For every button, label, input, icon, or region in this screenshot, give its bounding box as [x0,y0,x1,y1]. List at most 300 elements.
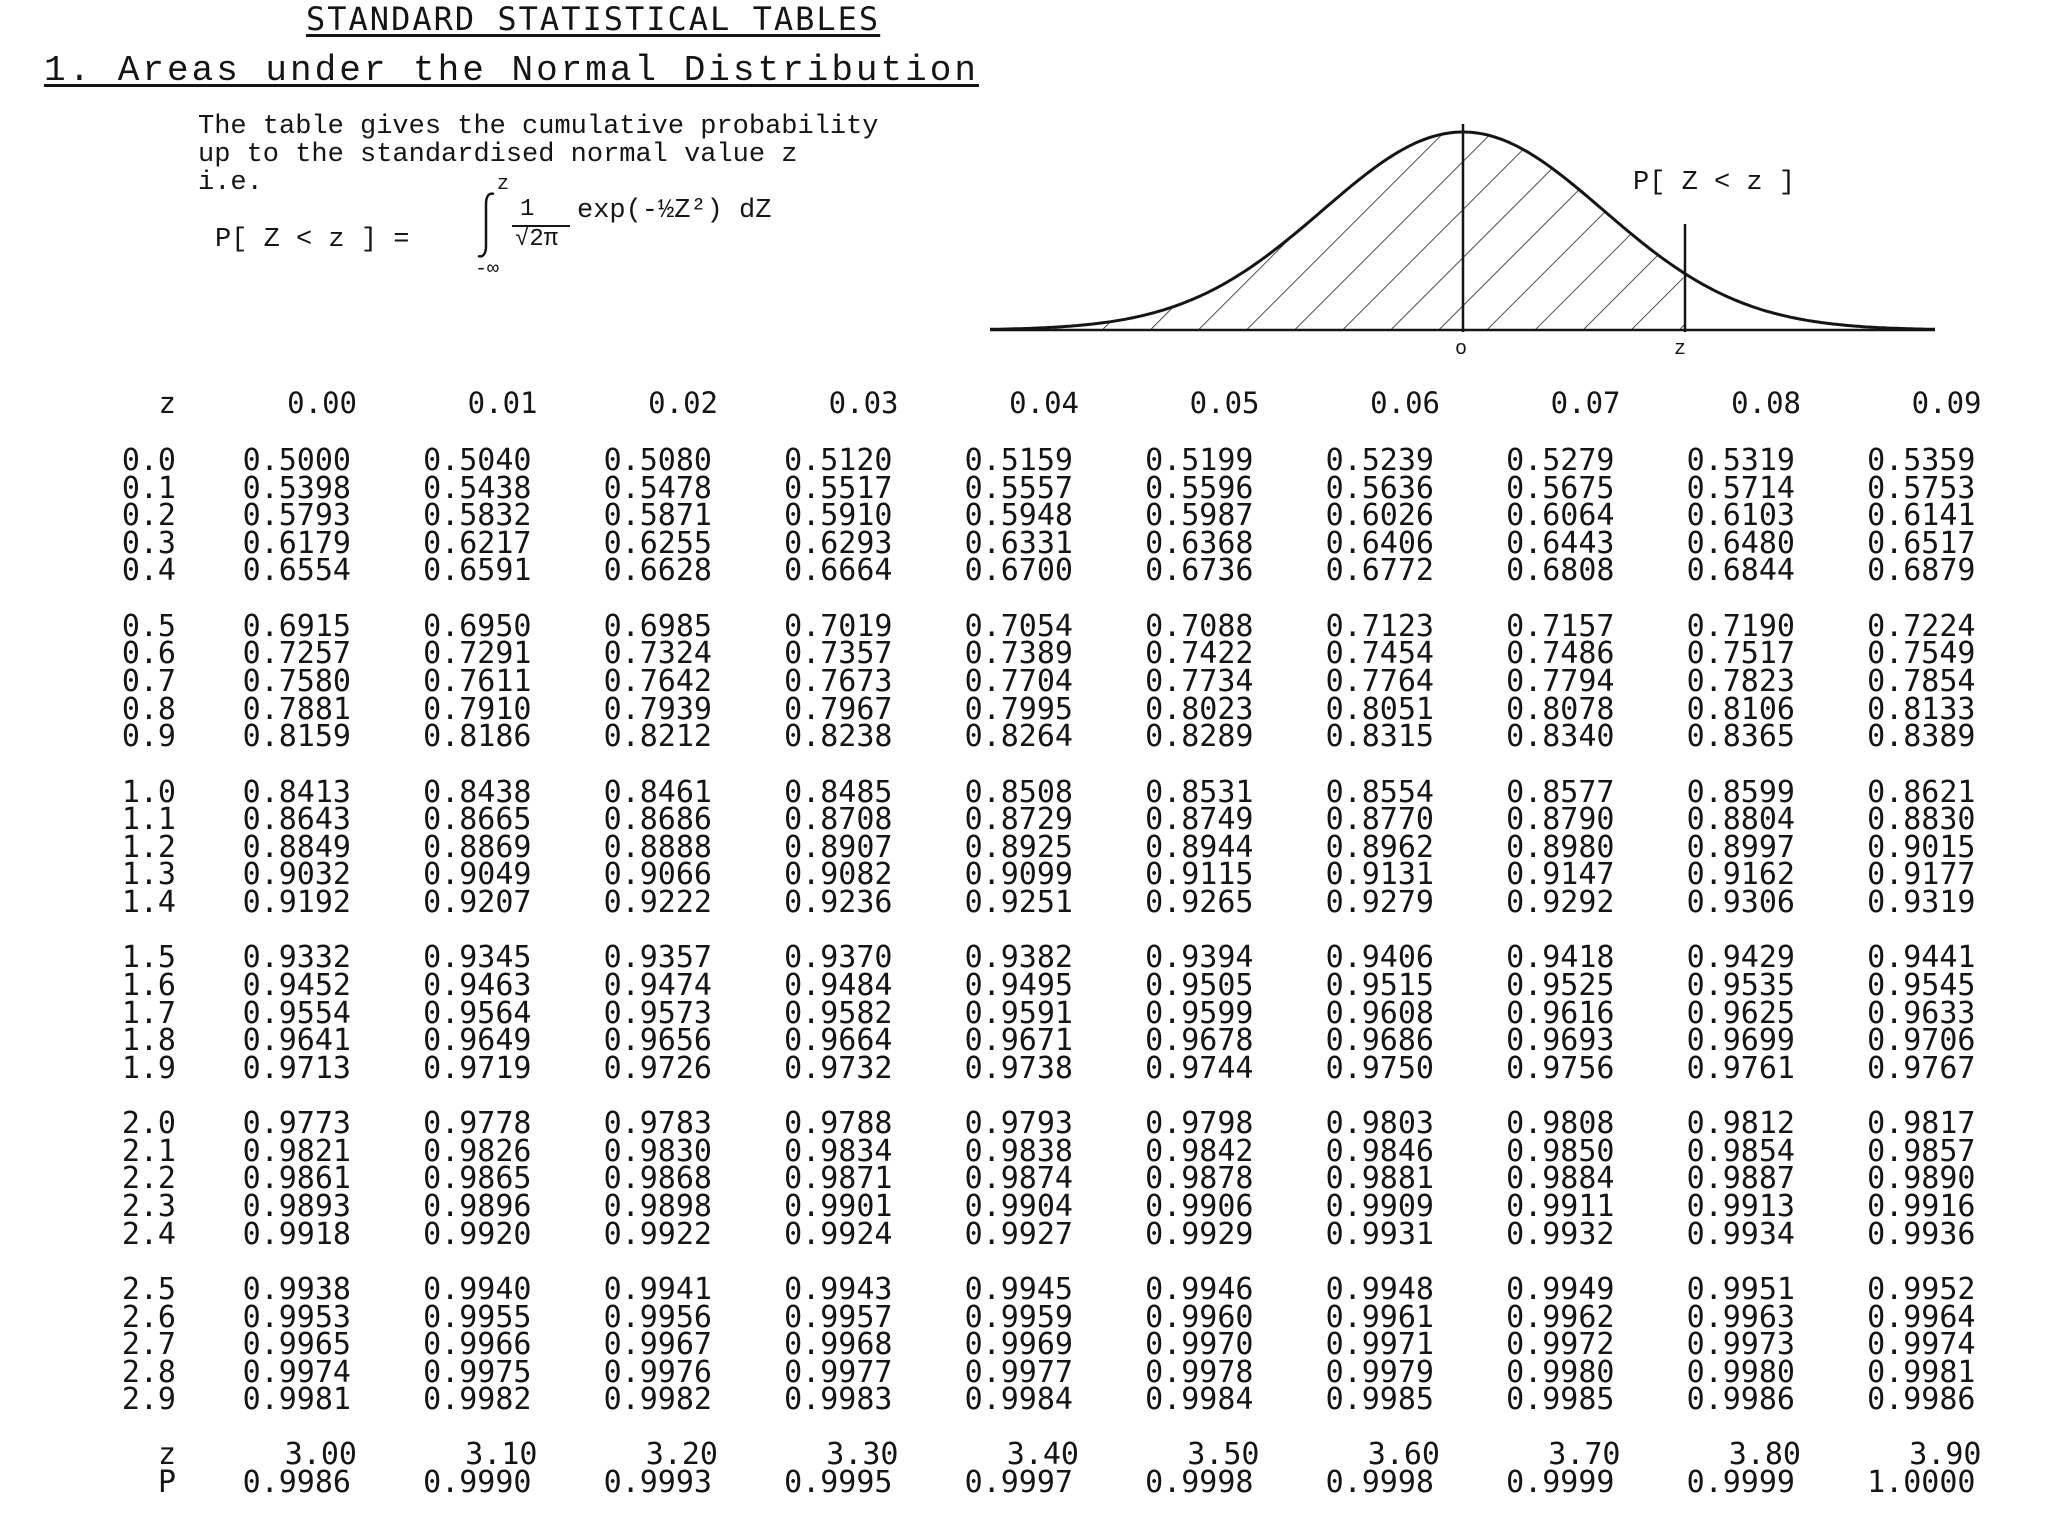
probability-cell: 0.9974 [1867,1327,1976,1363]
row-z-label: 2.6 [121,1299,176,1335]
probability-cell: 0.6950 [423,608,532,644]
probability-cell: 0.7611 [423,664,532,699]
extended-z-value: 3.30 [826,1437,899,1472]
probability-cell: 0.6443 [1506,525,1615,561]
row-z-label: 2.3 [121,1189,176,1224]
probability-cell: 0.7910 [423,691,532,727]
probability-cell: 0.5239 [1325,443,1434,478]
probability-cell: 0.5080 [603,443,712,478]
probability-cell: 0.7967 [784,691,893,727]
probability-cell: 0.6255 [603,525,712,561]
probability-cell: 0.9738 [964,1050,1073,1086]
column-header: 0.09 [1911,386,1982,420]
probability-cell: 0.5199 [1145,443,1254,478]
probability-cell: 0.7454 [1325,636,1434,672]
probability-cell: 0.7549 [1867,636,1976,672]
probability-cell: 0.9783 [603,1106,712,1142]
extended-p-value: 0.9997 [964,1465,1073,1500]
probability-cell: 0.9767 [1867,1050,1976,1086]
extended-p-value: 0.9999 [1506,1465,1615,1500]
probability-cell: 0.9978 [1145,1354,1254,1390]
probability-cell: 0.6700 [964,553,1073,589]
row-z-label: 0.3 [121,525,176,561]
probability-cell: 0.9686 [1325,1023,1434,1059]
probability-cell: 0.9913 [1686,1189,1795,1224]
probability-cell: 0.9798 [1145,1106,1254,1142]
probability-cell: 0.8729 [964,802,1073,838]
probability-cell: 0.5636 [1325,470,1434,506]
probability-cell: 0.9963 [1686,1299,1795,1335]
column-header: 0.03 [828,386,899,420]
probability-cell: 0.9429 [1686,940,1795,976]
row-z-label: 0.4 [121,553,176,589]
probability-cell: 0.5040 [423,443,532,478]
probability-cell: 0.8962 [1325,829,1434,865]
probability-cell: 0.7823 [1686,664,1795,699]
probability-cell: 0.7517 [1686,636,1795,672]
probability-cell: 0.5359 [1867,443,1976,478]
probability-cell: 0.9292 [1506,885,1615,920]
probability-cell: 0.6026 [1325,498,1434,534]
probability-cell: 0.9977 [964,1354,1073,1390]
probability-cell: 0.5910 [784,498,893,534]
probability-cell: 0.9726 [603,1050,712,1086]
probability-cell: 0.7734 [1145,664,1254,699]
row-z-label: 0.9 [121,719,176,755]
probability-cell: 0.5675 [1506,470,1615,506]
probability-cell: 0.5398 [242,470,351,506]
row-z-label: 0.8 [121,691,176,727]
probability-cell: 0.7422 [1145,636,1254,672]
probability-cell: 0.9222 [603,885,712,920]
probability-cell: 0.9830 [603,1133,712,1169]
probability-cell: 0.9956 [603,1299,712,1335]
probability-cell: 0.9961 [1325,1299,1434,1335]
probability-cell: 0.8925 [964,829,1073,865]
probability-cell: 0.9732 [784,1050,893,1086]
probability-cell: 0.9406 [1325,940,1434,976]
probability-cell: 0.9969 [964,1327,1073,1363]
probability-cell: 0.9838 [964,1133,1073,1169]
probability-cell: 0.9357 [603,940,712,976]
probability-cell: 0.9981 [1867,1354,1976,1390]
probability-cell: 0.9871 [784,1161,893,1197]
probability-cell: 0.5159 [964,443,1073,478]
probability-cell: 0.8159 [242,719,351,755]
probability-cell: 0.5714 [1686,470,1795,506]
probability-cell: 0.9671 [964,1023,1073,1059]
formula-exponential: exp(-½Z²) dZ [577,196,772,226]
probability-cell: 0.9744 [1145,1050,1254,1086]
probability-cell: 0.7486 [1506,636,1615,672]
probability-cell: 0.9573 [603,995,712,1031]
probability-cell: 0.5793 [242,498,351,534]
probability-cell: 0.7019 [784,608,893,644]
row-z-label: 1.2 [121,829,176,865]
probability-cell: 0.6368 [1145,525,1254,561]
probability-cell: 0.8531 [1145,774,1254,810]
row-z-label: 1.9 [121,1050,176,1086]
probability-cell: 0.7389 [964,636,1073,672]
column-header: 0.00 [287,386,357,420]
probability-cell: 0.8051 [1325,691,1434,727]
probability-cell: 0.9495 [964,968,1073,1003]
probability-cell: 0.8997 [1686,829,1795,865]
probability-cell: 0.6103 [1686,498,1795,534]
probability-cell: 0.9983 [784,1382,893,1418]
extended-p-value: 0.9995 [784,1465,893,1500]
probability-cell: 0.9817 [1867,1106,1976,1142]
probability-cell: 0.6406 [1325,525,1434,561]
probability-cell: 0.6664 [784,553,893,589]
probability-cell: 0.6736 [1145,553,1254,589]
probability-cell: 0.7357 [784,636,893,672]
probability-cell: 0.9505 [1145,968,1254,1003]
probability-cell: 0.7054 [964,608,1073,644]
probability-cell: 0.5596 [1145,470,1254,506]
formula-lower-limit: -∞ [475,258,500,281]
probability-cell: 0.8869 [423,829,532,865]
probability-cell: 0.7642 [603,664,712,699]
probability-cell: 0.8643 [242,802,351,838]
probability-cell: 0.5987 [1145,498,1254,534]
probability-cell: 0.6064 [1506,498,1615,534]
probability-cell: 0.8078 [1506,691,1615,727]
probability-cell: 0.9177 [1867,857,1976,893]
extended-z-value: 3.20 [645,1437,718,1472]
probability-cell: 0.9803 [1325,1106,1434,1142]
probability-cell: 0.9664 [784,1023,893,1059]
probability-cell: 0.9953 [242,1299,351,1335]
probability-cell: 0.9901 [784,1189,893,1224]
probability-cell: 0.9906 [1145,1189,1254,1224]
extended-p-value: 0.9986 [242,1465,351,1500]
probability-cell: 0.9936 [1867,1216,1976,1252]
probability-cell: 0.8485 [784,774,893,810]
probability-cell: 0.9909 [1325,1189,1434,1224]
row-z-label: 2.8 [121,1354,176,1390]
formula-fraction-numerator: 1 [520,196,535,223]
probability-cell: 0.9971 [1325,1327,1434,1363]
probability-cell: 0.9394 [1145,940,1254,976]
probability-cell: 0.9922 [603,1216,712,1252]
probability-cell: 0.5319 [1686,443,1795,478]
row-z-label: 1.6 [121,968,176,1003]
probability-cell: 0.8106 [1686,691,1795,727]
probability-cell: 0.7291 [423,636,532,672]
probability-cell: 0.8621 [1867,774,1976,810]
probability-cell: 0.8413 [242,774,351,810]
row-z-label: 2.0 [121,1106,176,1142]
probability-cell: 0.8264 [964,719,1073,755]
probability-cell: 0.5000 [242,443,351,478]
probability-cell: 0.8133 [1867,691,1976,727]
probability-cell: 0.6808 [1506,553,1615,589]
probability-cell: 0.9918 [242,1216,351,1252]
probability-cell: 0.9980 [1686,1354,1795,1390]
normal-curve-diagram [985,110,1945,350]
column-header: 0.01 [467,386,538,420]
probability-cell: 0.7157 [1506,608,1615,644]
probability-cell: 0.8438 [423,774,532,810]
extended-z-value: 3.00 [284,1437,357,1472]
probability-cell: 0.8708 [784,802,893,838]
probability-cell: 0.9115 [1145,857,1254,893]
probability-cell: 0.9162 [1686,857,1795,893]
shaded-area [990,132,1685,330]
probability-cell: 0.5753 [1867,470,1976,506]
probability-cell: 0.9980 [1506,1354,1615,1390]
probability-cell: 0.9893 [242,1189,351,1224]
probability-cell: 0.8186 [423,719,532,755]
probability-cell: 0.9049 [423,857,532,893]
probability-cell: 0.6879 [1867,553,1976,589]
probability-cell: 0.9964 [1867,1299,1976,1335]
probability-cell: 0.9982 [423,1382,532,1418]
probability-cell: 0.9625 [1686,995,1795,1031]
row-z-label: 0.6 [121,636,176,672]
probability-cell: 0.9599 [1145,995,1254,1031]
probability-cell: 0.8315 [1325,719,1434,755]
probability-cell: 0.9887 [1686,1161,1795,1197]
probability-cell: 0.9967 [603,1327,712,1363]
extended-z-value: 3.80 [1728,1437,1801,1472]
probability-cell: 0.5120 [784,443,893,478]
probability-cell: 0.9874 [964,1161,1073,1197]
probability-cell: 0.7224 [1867,608,1976,644]
probability-cell: 0.7580 [242,664,351,699]
probability-cell: 0.9904 [964,1189,1073,1224]
probability-cell: 0.9951 [1686,1272,1795,1307]
axis-zero-label: o [1455,338,1468,361]
row-z-label: 1.7 [121,995,176,1031]
probability-cell: 0.9986 [1686,1382,1795,1418]
probability-cell: 0.5438 [423,470,532,506]
integral-sign-icon [474,190,498,260]
probability-cell: 0.6844 [1686,553,1795,589]
probability-cell: 0.6772 [1325,553,1434,589]
column-header: 0.02 [648,386,718,420]
probability-cell: 0.9884 [1506,1161,1615,1197]
probability-cell: 0.9834 [784,1133,893,1169]
probability-cell: 0.9842 [1145,1133,1254,1169]
probability-cell: 0.9865 [423,1161,532,1197]
probability-cell: 0.9927 [964,1216,1073,1252]
probability-cell: 0.9982 [603,1382,712,1418]
axis-z-label: z [1674,338,1687,361]
probability-cell: 0.9693 [1506,1023,1615,1059]
row-z-label: 1.1 [121,802,176,838]
probability-cell: 0.9861 [242,1161,351,1197]
document-title: STANDARD STATISTICAL TABLES [306,0,881,38]
probability-cell: 0.9898 [603,1189,712,1224]
probability-cell: 0.9972 [1506,1327,1615,1363]
probability-cell: 0.8289 [1145,719,1254,755]
row-z-label: 0.2 [121,498,176,534]
row-z-label: 0.7 [121,664,176,699]
probability-cell: 0.9826 [423,1133,532,1169]
probability-cell: 0.9984 [964,1382,1073,1418]
probability-cell: 0.9382 [964,940,1073,976]
probability-cell: 0.9484 [784,968,893,1003]
row-z-label: 2.4 [121,1216,176,1252]
extended-z-value: 3.70 [1548,1437,1621,1472]
probability-cell: 0.9812 [1686,1106,1795,1142]
probability-cell: 0.9977 [784,1354,893,1390]
row-z-label: 1.0 [121,774,176,810]
probability-cell: 0.9959 [964,1299,1073,1335]
probability-cell: 0.6915 [242,608,351,644]
extended-p-value: 1.0000 [1867,1465,1976,1500]
probability-cell: 0.9082 [784,857,893,893]
probability-cell: 0.6628 [603,553,712,589]
probability-cell: 0.9236 [784,885,893,920]
probability-cell: 0.9846 [1325,1133,1434,1169]
probability-cell: 0.7995 [964,691,1073,727]
probability-cell: 0.9965 [242,1327,351,1363]
probability-cell: 0.8389 [1867,719,1976,755]
probability-cell: 0.9564 [423,995,532,1031]
probability-cell: 0.5871 [603,498,712,534]
probability-cell: 0.9932 [1506,1216,1615,1252]
probability-cell: 0.9370 [784,940,893,976]
formula-fraction-denominator: √2π [515,226,559,253]
probability-cell: 0.9878 [1145,1161,1254,1197]
probability-cell: 0.9948 [1325,1272,1434,1307]
probability-cell: 0.8888 [603,829,712,865]
probability-cell: 0.9941 [603,1272,712,1307]
extended-z-value: 3.90 [1909,1437,1982,1472]
probability-cell: 0.9984 [1145,1382,1254,1418]
row-z-label: 2.2 [121,1161,176,1197]
probability-cell: 0.8023 [1145,691,1254,727]
probability-cell: 0.6480 [1686,525,1795,561]
probability-cell: 0.7324 [603,636,712,672]
probability-cell: 0.6331 [964,525,1073,561]
extended-p-value: 0.9999 [1686,1465,1795,1500]
probability-cell: 0.9649 [423,1023,532,1059]
extended-p-value: 0.9998 [1325,1465,1434,1500]
probability-cell: 0.9616 [1506,995,1615,1031]
probability-cell: 0.9713 [242,1050,351,1086]
probability-cell: 0.9934 [1686,1216,1795,1252]
probability-cell: 0.9319 [1867,885,1976,920]
probability-cell: 0.9896 [423,1189,532,1224]
extended-z-value: 3.40 [1006,1437,1079,1472]
row-z-label: 1.8 [121,1023,176,1059]
row-z-label: 1.4 [121,885,176,920]
probability-cell: 0.7854 [1867,664,1976,699]
probability-cell: 0.7794 [1506,664,1615,699]
formula-lhs: P[ Z < z ] = [215,225,410,255]
probability-cell: 0.9591 [964,995,1073,1031]
probability-cell: 0.9306 [1686,885,1795,920]
probability-cell: 0.9678 [1145,1023,1254,1059]
probability-cell: 0.9582 [784,995,893,1031]
probability-cell: 0.9756 [1506,1050,1615,1086]
probability-cell: 0.9332 [242,940,351,976]
probability-cell: 0.9099 [964,857,1073,893]
extended-p-value: 0.9998 [1145,1465,1254,1500]
probability-cell: 0.9890 [1867,1161,1976,1197]
probability-cell: 0.8508 [964,774,1073,810]
probability-cell: 0.9968 [784,1327,893,1363]
probability-cell: 0.8770 [1325,802,1434,838]
row-z-label: 2.9 [121,1382,176,1418]
column-header: 0.04 [1009,386,1079,420]
probability-cell: 0.9015 [1867,829,1976,865]
probability-cell: 0.9192 [242,885,351,920]
probability-cell: 0.9463 [423,968,532,1003]
probability-cell: 0.6554 [242,553,351,589]
probability-cell: 0.8749 [1145,802,1254,838]
probability-cell: 0.8577 [1506,774,1615,810]
probability-cell: 0.9719 [423,1050,532,1086]
section-title: 1. Areas under the Normal Distribution [44,50,979,91]
probability-cell: 0.9251 [964,885,1073,920]
probability-cell: 0.9931 [1325,1216,1434,1252]
probability-cell: 0.9975 [423,1354,532,1390]
probability-cell: 0.9985 [1506,1382,1615,1418]
probability-cell: 0.9916 [1867,1189,1976,1224]
probability-cell: 0.7764 [1325,664,1434,699]
probability-cell: 0.9535 [1686,968,1795,1003]
probability-cell: 0.9761 [1686,1050,1795,1086]
extended-z-label: z [157,1437,176,1472]
probability-cell: 0.9974 [242,1354,351,1390]
probability-cell: 0.8365 [1686,719,1795,755]
probability-cell: 0.9608 [1325,995,1434,1031]
probability-cell: 0.9979 [1325,1354,1434,1390]
probability-cell: 0.9147 [1506,857,1615,893]
probability-cell: 0.8665 [423,802,532,838]
probability-cell: 0.9452 [242,968,351,1003]
probability-cell: 0.8907 [784,829,893,865]
probability-cell: 0.5279 [1506,443,1615,478]
probability-cell: 0.7939 [603,691,712,727]
probability-cell: 0.5948 [964,498,1073,534]
extended-z-value: 3.60 [1367,1437,1440,1472]
probability-cell: 0.8790 [1506,802,1615,838]
probability-cell: 0.9957 [784,1299,893,1335]
probability-cell: 0.9857 [1867,1133,1976,1169]
probability-cell: 0.9940 [423,1272,532,1307]
probability-cell: 0.9032 [242,857,351,893]
probability-cell: 0.9960 [1145,1299,1254,1335]
column-header: 0.05 [1189,386,1260,420]
probability-cell: 0.5517 [784,470,893,506]
column-header: 0.07 [1550,386,1621,420]
probability-cell: 0.9962 [1506,1299,1615,1335]
probability-cell: 0.6293 [784,525,893,561]
probability-cell: 0.9973 [1686,1327,1795,1363]
extended-z-value: 3.10 [465,1437,538,1472]
probability-cell: 0.9938 [242,1272,351,1307]
probability-cell: 0.6217 [423,525,532,561]
probability-cell: 0.9850 [1506,1133,1615,1169]
extended-p-value: 0.9993 [603,1465,712,1500]
probability-cell: 0.9976 [603,1354,712,1390]
probability-cell: 0.9207 [423,885,532,920]
probability-cell: 0.9881 [1325,1161,1434,1197]
probability-cell: 0.9418 [1506,940,1615,976]
row-z-label: 1.3 [121,857,176,893]
probability-cell: 0.9345 [423,940,532,976]
table-corner-header: z [158,386,176,420]
row-z-label: 0.1 [121,470,176,506]
curve-label: P[ Z < z ] [1633,168,1796,198]
row-z-label: 2.1 [121,1133,176,1169]
